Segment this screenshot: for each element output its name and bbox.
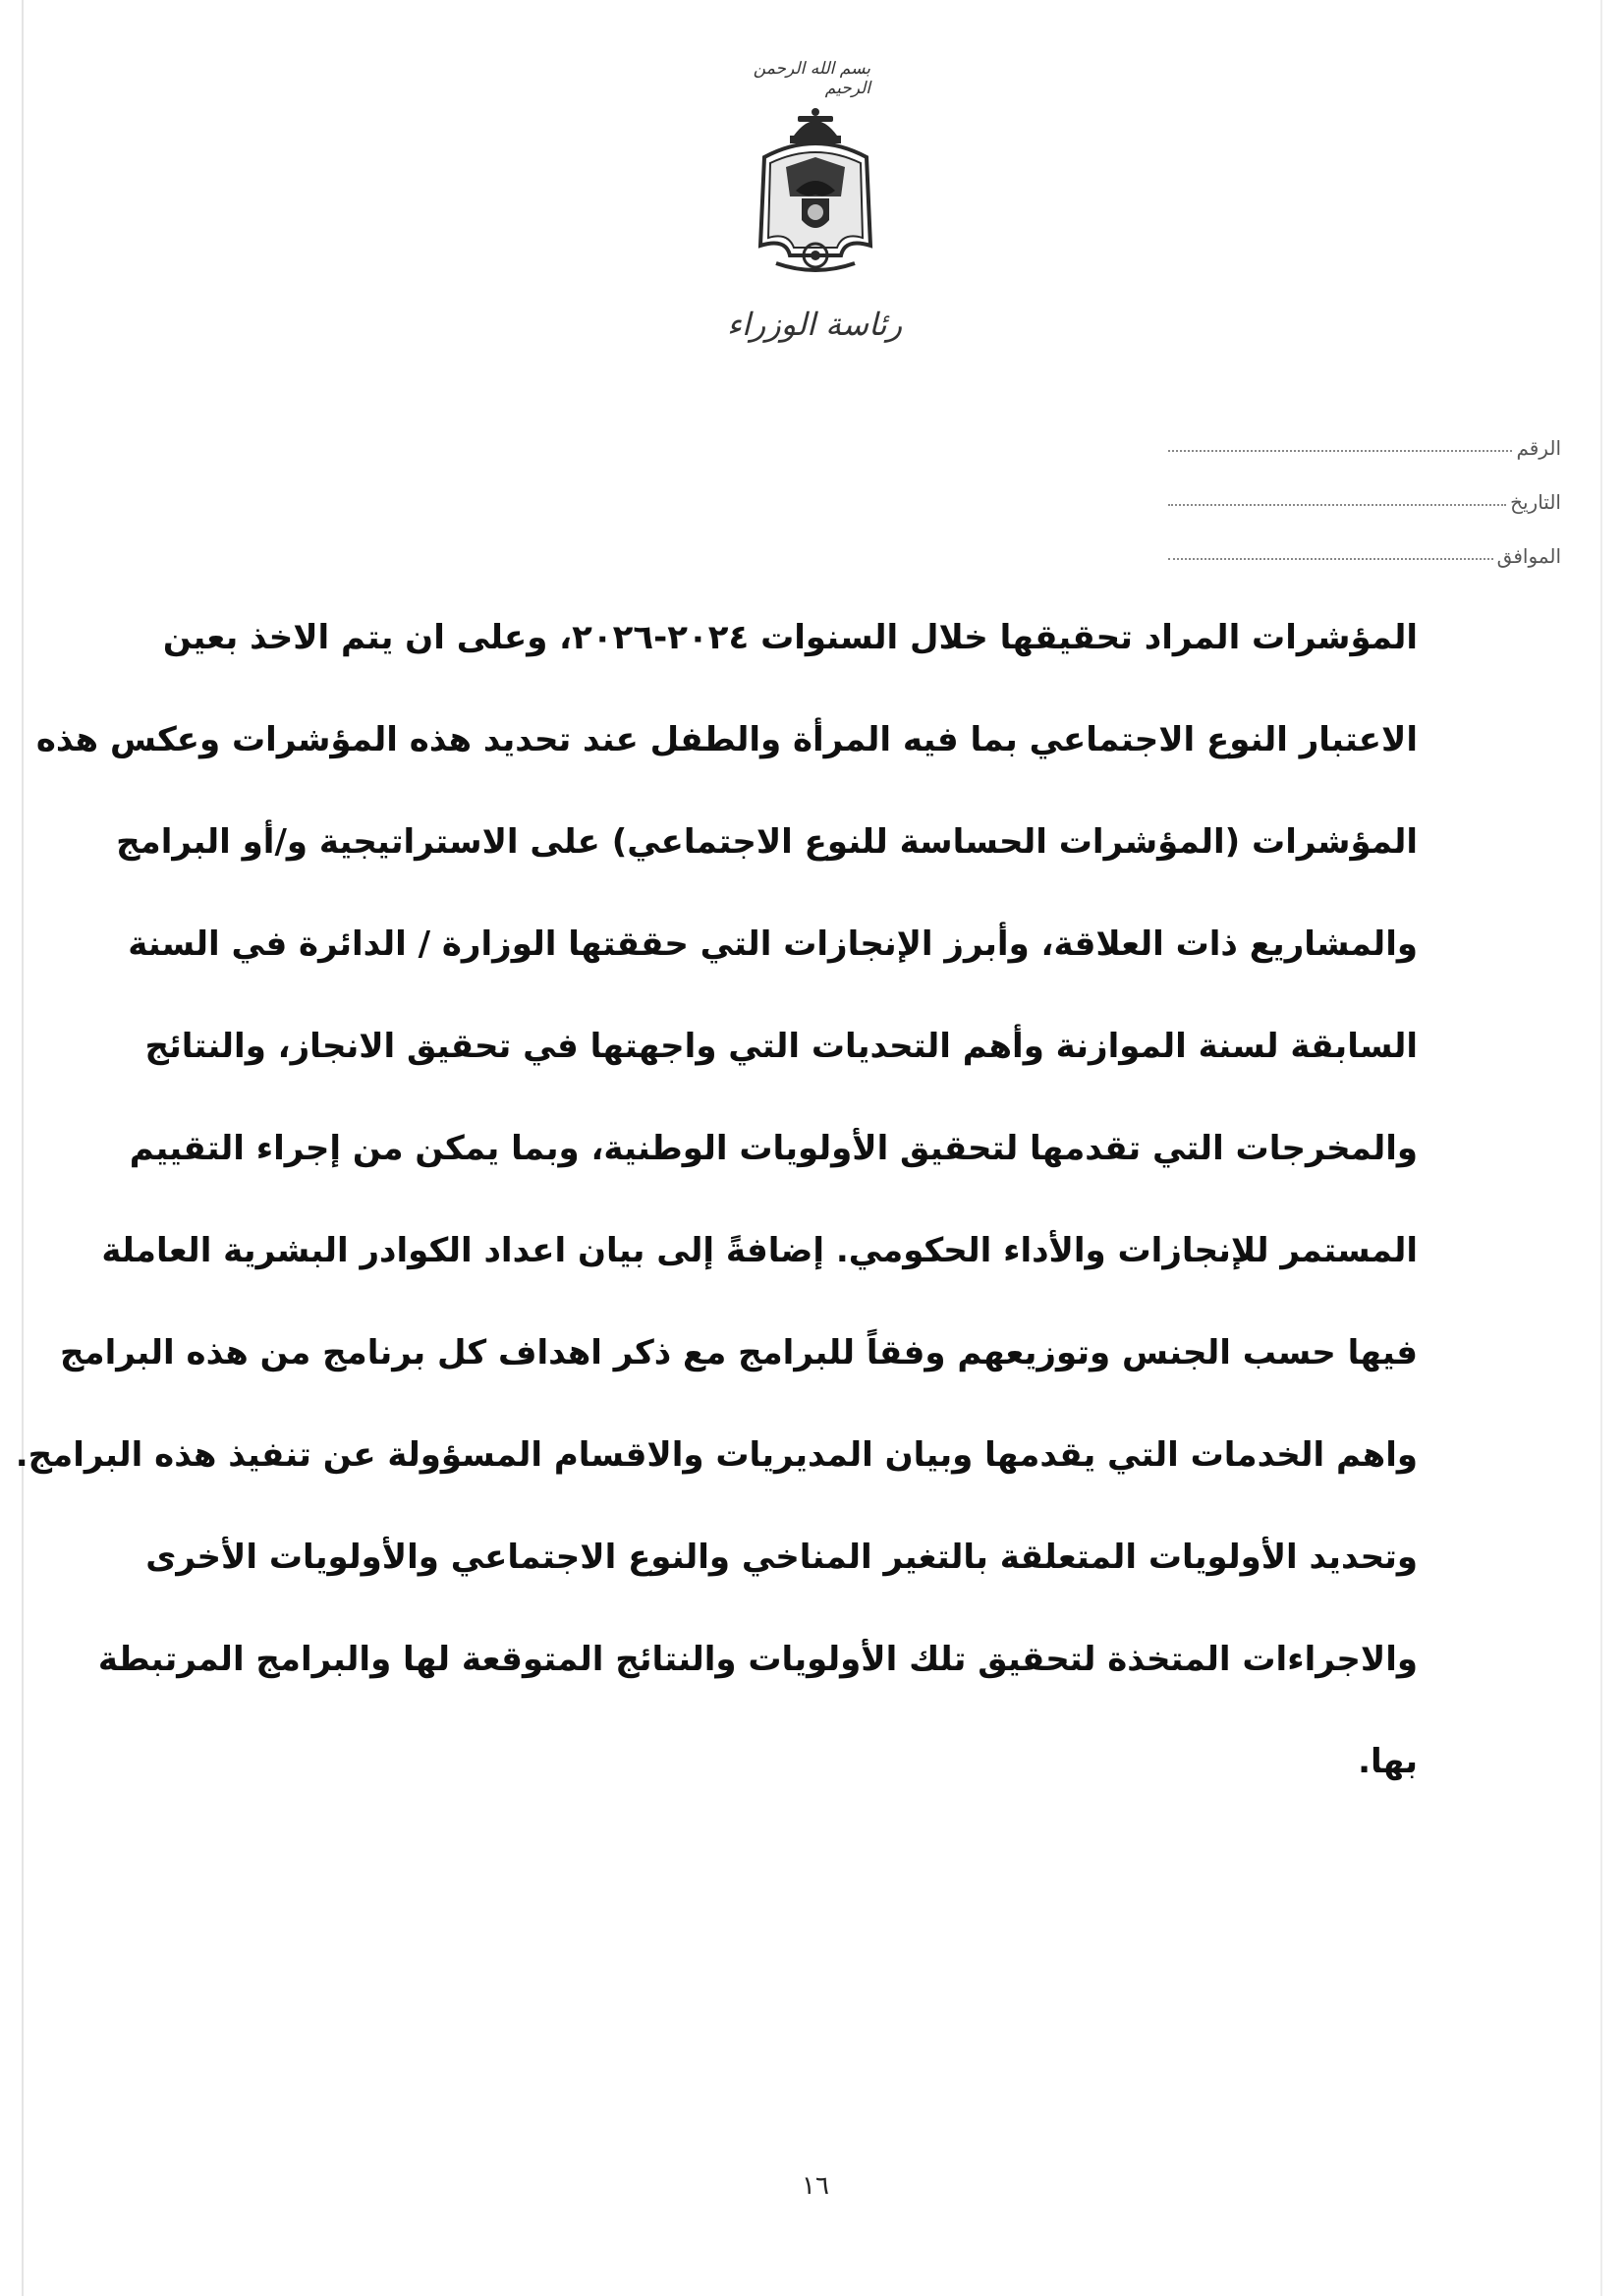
body-line: المستمر للإنجازات والأداء الحكومي. إضافةً إلى بيان اعداد الكوادر البشرية العاملة: [101, 1231, 1418, 1270]
body-line: الاعتبار النوع الاجتماعي بما فيه المرأة والطفل عند تحديد هذه المؤشرات وعكس هذه: [35, 720, 1418, 759]
jordan-coat-of-arms-icon: [747, 108, 884, 280]
reference-date-label: التاريخ: [1510, 490, 1561, 514]
body-line: المؤشرات (المؤشرات الحساسة للنوع الاجتماعي) على الاستراتيجية و/أو البرامج: [116, 822, 1418, 862]
reference-number-label: الرقم: [1516, 436, 1561, 460]
body-line: المؤشرات المراد تحقيقها خلال السنوات ٢٠٢٤-٢٠٢٦، وعلى ان يتم الاخذ بعين: [162, 618, 1418, 657]
body-line: السابقة لسنة الموازنة وأهم التحديات التي واجهتها في تحقيق الانجاز، والنتائج: [144, 1027, 1418, 1066]
reference-corresponding-field: [1168, 529, 1561, 568]
reference-corresponding-label: الموافق: [1496, 544, 1561, 568]
scan-edge-left: [22, 0, 24, 2296]
scan-edge-right: [1600, 0, 1602, 2296]
body-line: فيها حسب الجنس وتوزيعهم وفقاً للبرامج مع ذكر اهداف كل برنامج من هذه البرامج: [60, 1333, 1418, 1372]
page-number: ١٦: [802, 2171, 829, 2201]
body-line: وتحديد الأولويات المتعلقة بالتغير المناخي والنوع الاجتماعي والأولويات الأخرى: [145, 1538, 1418, 1577]
ministry-name-calligraphy: رئاسة الوزراء: [726, 306, 903, 343]
basmala-calligraphy: بسم الله الرحمن الرحيم: [753, 59, 870, 98]
body-line: والمشاريع ذات العلاقة، وأبرز الإنجازات التي حققتها الوزارة / الدائرة في السنة: [128, 924, 1418, 964]
body-line: واهم الخدمات التي يقدمها وبيان المديريات والاقسام المسؤولة عن تنفيذ هذه البرامج.: [15, 1435, 1418, 1475]
body-line: بها.: [1358, 1742, 1418, 1781]
reference-corresponding-line: [1168, 557, 1493, 560]
reference-date-field: [1168, 475, 1561, 514]
body-paragraph: [15, 587, 1418, 1813]
reference-date-line: [1168, 503, 1506, 506]
reference-number-line: [1168, 449, 1512, 452]
body-line: والمخرجات التي تقدمها لتحقيق الأولويات الوطنية، وبما يمكن من إجراء التقييم: [129, 1129, 1418, 1168]
reference-number-field: [1168, 420, 1561, 460]
body-line: والاجراءات المتخذة لتحقيق تلك الأولويات والنتائج المتوقعة لها والبرامج المرتبطة: [97, 1640, 1418, 1679]
